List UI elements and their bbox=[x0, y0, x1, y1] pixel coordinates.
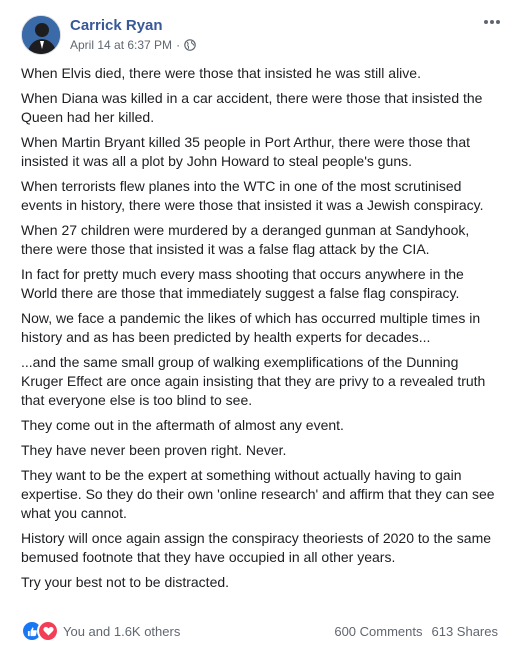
post-paragraph: They have never been proven right. Never. bbox=[21, 442, 287, 458]
post-timestamp[interactable]: April 14 at 6:37 PM bbox=[70, 38, 173, 52]
post-paragraph: History will once again assign the conspiracy theoriests of 2020 to the same bemused footnote that they have occupied in all other years. bbox=[21, 530, 492, 565]
meta-separator: · bbox=[176, 38, 181, 52]
post-paragraph: They want to be the expert at something without actually having to gain expertise. So they do their own 'online research' and affirm that they can see what you cannot. bbox=[21, 467, 495, 521]
post-paragraph: They come out in the aftermath of almost any event. bbox=[21, 417, 344, 433]
post-body bbox=[21, 64, 501, 598]
globe-icon[interactable] bbox=[184, 39, 196, 51]
love-icon bbox=[37, 620, 59, 642]
more-options-button[interactable] bbox=[480, 12, 504, 32]
post-paragraph: In fact for pretty much every mass shooting that occurs anywhere in the World there are those that immediately suggest a false flag conspiracy. bbox=[21, 266, 464, 301]
post-paragraph: Now, we face a pandemic the likes of which has occurred multiple times in history and as has been predicted by health experts for decades... bbox=[21, 310, 481, 345]
shares-count[interactable]: 613 Shares bbox=[431, 623, 498, 639]
reaction-icons[interactable] bbox=[21, 620, 59, 642]
author-name[interactable]: Carrick Ryan bbox=[70, 17, 163, 34]
engagement-stats bbox=[334, 624, 498, 639]
avatar[interactable] bbox=[21, 15, 61, 55]
post-meta bbox=[70, 38, 196, 52]
post-paragraph: Try your best not to be distracted. bbox=[21, 574, 230, 590]
post-paragraph: When Diana was killed in a car accident, there were those that insisted the Queen had her killed. bbox=[21, 90, 483, 125]
post-paragraph: When Martin Bryant killed 35 people in Port Arthur, there were those that insisted it was all a plot by John Howard to steal people's guns. bbox=[21, 134, 471, 169]
post-paragraph: When terrorists flew planes into the WTC in one of the most scrutinised events in history, there were those that insisted it was a Jewish conspiracy. bbox=[21, 178, 484, 213]
more-horizontal-icon bbox=[483, 19, 501, 25]
post-footer bbox=[21, 621, 498, 641]
comments-count[interactable]: 600 Comments bbox=[334, 623, 423, 639]
post-paragraph: ...and the same small group of walking exemplifications of the Dunning Kruger Effect are once again insisting that they are privy to a revealed truth that everyone else is too blind to see. bbox=[21, 354, 486, 408]
reactions-count[interactable]: You and 1.6K others bbox=[63, 623, 181, 639]
post-paragraph: When Elvis died, there were those that insisted he was still alive. bbox=[21, 65, 421, 81]
post-paragraph: When 27 children were murdered by a deranged gunman at Sandyhook, there were those that insisted it was a false flag attack by the CIA. bbox=[21, 222, 470, 257]
